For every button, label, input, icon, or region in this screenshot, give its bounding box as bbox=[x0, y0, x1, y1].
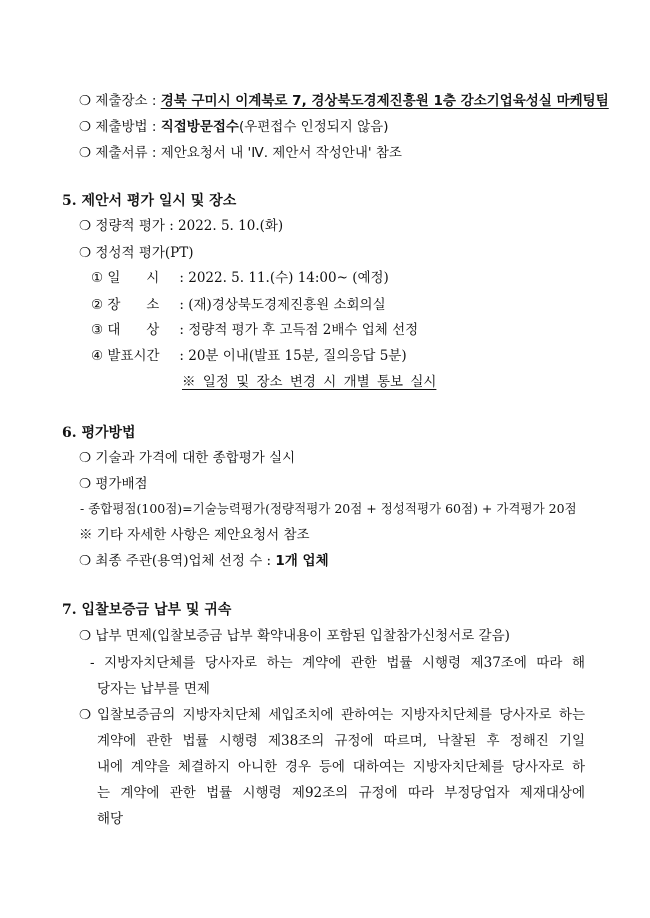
pt-item-datetime bbox=[91, 269, 389, 287]
submission-method-label: 제출방법 : bbox=[95, 119, 161, 135]
circle-bullet-icon: ❍ bbox=[79, 119, 92, 135]
submission-method bbox=[79, 118, 388, 136]
evaluation-points-text: 평가배점 bbox=[95, 476, 148, 492]
section6-heading: 6. 평가방법 bbox=[62, 425, 136, 441]
circled-number: ② bbox=[91, 297, 104, 313]
qualitative-evaluation bbox=[79, 244, 194, 262]
qualitative-text: 정성적 평가(PT) bbox=[95, 245, 194, 261]
circle-bullet-icon: ❍ bbox=[79, 245, 92, 261]
pt-item-value: : 20분 이내(발표 15분, 질의응답 5분) bbox=[179, 348, 407, 364]
section5-heading: 5. 제안서 평가 일시 및 장소 bbox=[62, 193, 237, 209]
circle-bullet-icon: ❍ bbox=[79, 628, 92, 644]
submission-method-rest: (우편접수 인정되지 않음) bbox=[238, 119, 389, 135]
quantitative-text: 정량적 평가 : 2022. 5. 10.(화) bbox=[95, 218, 284, 234]
reversion-line-1: 입찰보증금의 지방자치단체 세입조치에 관하여는 지방자치단체를 당사자로 하는 bbox=[97, 707, 585, 723]
final-selection-count: 1개 업체 bbox=[275, 553, 329, 569]
circle-bullet-icon: ❍ bbox=[79, 145, 92, 161]
exemption-law-line-1: - 지방자치단체를 당사자로 하는 계약에 관한 법률 시행령 제37조에 따라 해 bbox=[90, 655, 585, 671]
deposit-exemption-text: 납부 면제(입찰보증금 납부 확약내용이 포함된 입찰참가신청서로 갈음) bbox=[95, 628, 510, 644]
circled-number: ③ bbox=[91, 322, 104, 338]
circle-bullet-icon: ❍ bbox=[79, 93, 92, 109]
reversion-line-3: 내에 계약을 체결하지 아니한 경우 등에 대하여는 지방자치단체를 당사자로 하 bbox=[97, 759, 585, 775]
pt-item-label: 발표시간 bbox=[107, 348, 160, 364]
submission-method-bold: 직접방문접수 bbox=[160, 119, 239, 135]
pt-item-target bbox=[91, 321, 418, 339]
pt-item-label: 일 시 bbox=[107, 270, 160, 286]
pt-item-value: : 정량적 평가 후 고득점 2배수 업체 선정 bbox=[179, 322, 419, 338]
reversion-line-2: 계약에 관한 법률 시행령 제38조의 규정에 따르며, 낙찰된 후 정해진 기일 bbox=[97, 733, 585, 749]
pt-item-place bbox=[91, 296, 386, 314]
submission-place bbox=[79, 92, 609, 110]
circled-number: ① bbox=[91, 270, 104, 286]
circle-bullet-icon: ❍ bbox=[79, 218, 92, 234]
reversion-line-4: 는 계약에 관한 법률 시행령 제92조의 규정에 따라 부정당업자 제재대상에 bbox=[97, 785, 585, 801]
exemption-law-line-2: 당자는 납부를 면제 bbox=[97, 681, 210, 697]
deposit-exemption bbox=[79, 627, 510, 645]
pt-item-label: 대 상 bbox=[107, 322, 160, 338]
evaluation-reference: ※ 기타 자세한 사항은 제안요청서 참조 bbox=[79, 527, 310, 543]
circle-bullet-icon: ❍ bbox=[79, 707, 92, 723]
circled-number: ④ bbox=[91, 348, 104, 364]
evaluation-overall-text: 기술과 가격에 대한 종합평가 실시 bbox=[95, 450, 296, 466]
submission-documents-value: 제안요청서 내 'Ⅳ. 제안서 작성안내' 참조 bbox=[160, 145, 402, 161]
final-selection-text: 최종 주관(용역)업체 선정 수 : bbox=[95, 553, 276, 569]
submission-documents bbox=[79, 144, 402, 162]
pt-item-value: : (재)경상북도경제진흥원 소회의실 bbox=[179, 297, 386, 313]
section7-heading: 7. 입찰보증금 납부 및 귀속 bbox=[62, 602, 232, 618]
pt-item-value: : 2022. 5. 11.(수) 14:00~ (예정) bbox=[179, 270, 389, 286]
submission-documents-label: 제출서류 : bbox=[95, 145, 161, 161]
schedule-change-note: ※ 일정 및 장소 변경 시 개별 통보 실시 bbox=[182, 374, 437, 390]
pt-item-time bbox=[91, 347, 407, 365]
evaluation-formula: - 종합평점(100점)=기술능력평가(정량적평가 20점 + 정성적평가 60점) + 가격평가 20점 bbox=[80, 501, 577, 516]
pt-item-label: 장 소 bbox=[107, 297, 160, 313]
evaluation-overall bbox=[79, 449, 295, 467]
reversion-line-5: 해당 bbox=[97, 811, 124, 827]
circle-bullet-icon: ❍ bbox=[79, 476, 92, 492]
circle-bullet-icon: ❍ bbox=[79, 553, 92, 569]
deposit-reversion-bullet bbox=[79, 706, 91, 724]
circle-bullet-icon: ❍ bbox=[79, 450, 92, 466]
final-selection bbox=[79, 552, 329, 570]
quantitative-evaluation bbox=[79, 217, 283, 235]
submission-place-value: 경북 구미시 이계북로 7, 경상북도경제진흥원 1층 강소기업육성실 마케팅팀 bbox=[160, 93, 609, 109]
submission-place-label: 제출장소 : bbox=[95, 93, 161, 109]
evaluation-points bbox=[79, 475, 148, 493]
